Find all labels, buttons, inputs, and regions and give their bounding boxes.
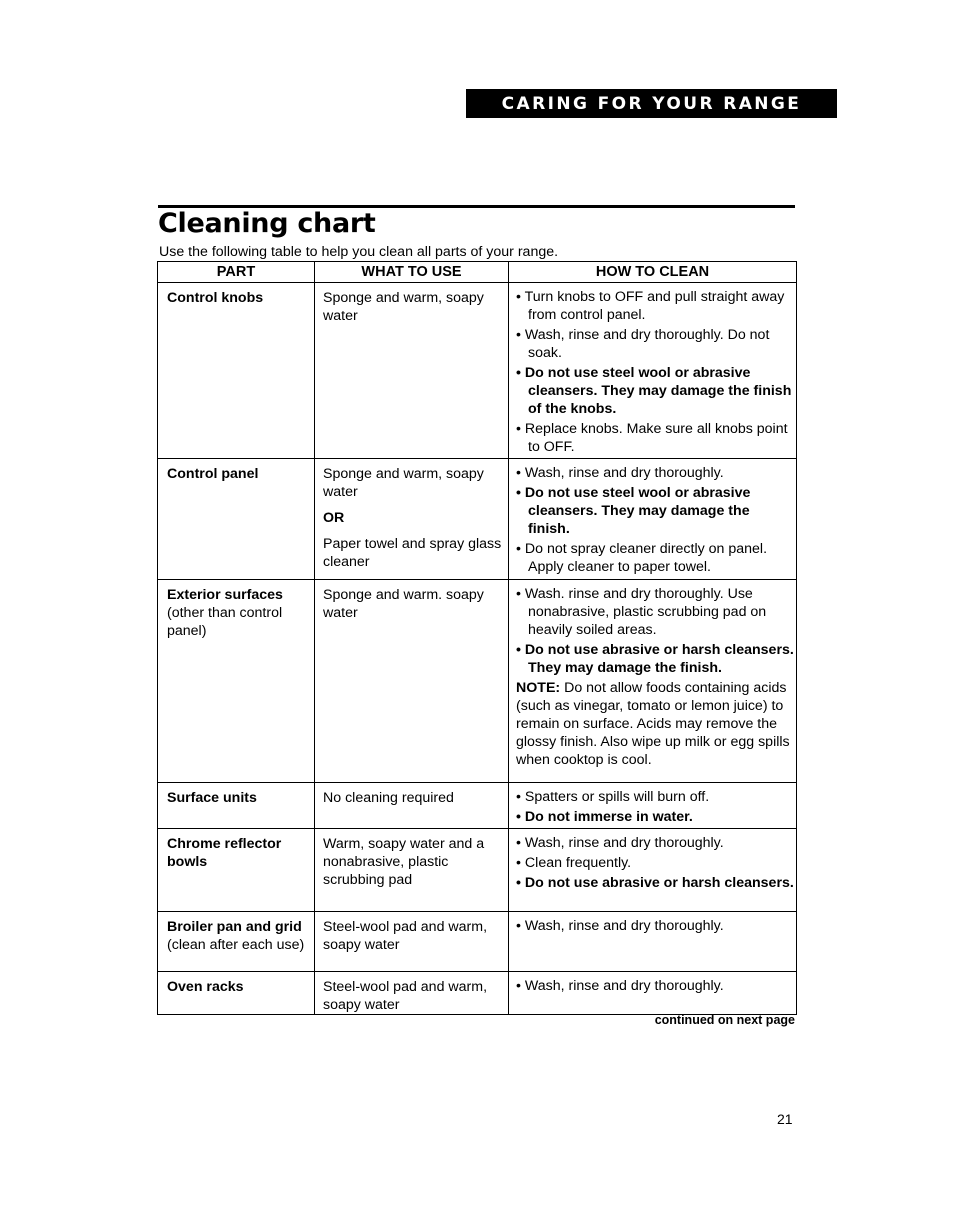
what-to-use-cell [315, 829, 509, 912]
table-row [158, 829, 797, 912]
instruction-item: • Turn knobs to OFF and pull straight away from control panel. [516, 288, 794, 324]
how-to-clean-cell [509, 580, 797, 783]
table-row [158, 459, 797, 580]
part-cell [158, 283, 315, 459]
cleaning-material: Sponge and warm, soapy water [323, 290, 484, 324]
warning-item: • Do not use steel wool or abrasive cleansers. They may damage the finish. [516, 484, 794, 538]
cleaning-material-alt: Paper towel and spray glass cleaner [323, 536, 502, 570]
table-row [158, 912, 797, 972]
what-to-use-cell [315, 972, 509, 1015]
part-cell [158, 580, 315, 783]
how-to-clean-cell [509, 783, 797, 829]
part-name: Control knobs [167, 290, 264, 306]
section-banner: CARING FOR YOUR RANGE [466, 89, 837, 118]
table-row [158, 580, 797, 783]
how-to-clean-cell [509, 829, 797, 912]
warning-item: • Do not use abrasive or harsh cleansers. They may damage the finish. [516, 641, 794, 677]
table-row [158, 783, 797, 829]
or-separator: OR [323, 510, 345, 526]
note-paragraph [516, 679, 794, 769]
cleaning-material: Steel-wool pad and warm, soapy water [323, 979, 488, 1013]
part-cell [158, 459, 315, 580]
part-cell [158, 783, 315, 829]
part-name: Broiler pan and grid [167, 919, 302, 935]
what-to-use-cell [315, 580, 509, 783]
instruction-item: • Clean frequently. [516, 854, 794, 872]
page-title: Cleaning chart [158, 208, 376, 239]
part-name: Exterior surfaces [167, 587, 283, 603]
continued-note: continued on next page [654, 1013, 795, 1027]
page-number: 21 [777, 1111, 793, 1127]
how-to-clean-cell [509, 972, 797, 1015]
cleaning-material: No cleaning required [323, 790, 454, 806]
part-name: Chrome reflector bowls [167, 836, 282, 870]
header-how-to-clean: HOW TO CLEAN [509, 262, 797, 283]
what-to-use-cell [315, 912, 509, 972]
instruction-item: • Spatters or spills will burn off. [516, 788, 794, 806]
what-to-use-cell [315, 283, 509, 459]
note-label: NOTE: [516, 680, 561, 696]
part-name: Oven racks [167, 979, 244, 995]
intro-text: Use the following table to help you clean all parts of your range. [159, 244, 559, 260]
part-note: (other than control panel) [167, 605, 283, 639]
note-text: Do not allow foods containing acids (such as vinegar, tomato or lemon juice) to remain on surface. Acids may remove the glossy finish. Also wipe up milk or egg spills when cooktop is cool. [516, 680, 790, 768]
how-to-clean-cell [509, 283, 797, 459]
instruction-item: • Wash, rinse and dry thoroughly. [516, 464, 794, 482]
warning-item: • Do not use steel wool or abrasive cleansers. They may damage the finish of the knobs. [516, 364, 794, 418]
cleaning-material: Sponge and warm, soapy water [323, 466, 484, 500]
header-part: PART [158, 262, 315, 283]
how-to-clean-cell [509, 459, 797, 580]
part-note: (clean after each use) [167, 937, 305, 953]
cleaning-material: Steel-wool pad and warm, soapy water [323, 919, 488, 953]
cleaning-material: Sponge and warm. soapy water [323, 587, 484, 621]
cleaning-chart-table [157, 261, 797, 1015]
how-to-clean-cell [509, 912, 797, 972]
part-cell [158, 972, 315, 1015]
warning-item: • Do not immerse in water. [516, 808, 794, 826]
part-cell [158, 912, 315, 972]
instruction-item: • Wash. rinse and dry thoroughly. Use nonabrasive, plastic scrubbing pad on heavily soiled areas. [516, 585, 794, 639]
table-row [158, 283, 797, 459]
table-header-row [158, 262, 797, 283]
instruction-item: • Do not spray cleaner directly on panel. Apply cleaner to paper towel. [516, 540, 794, 576]
what-to-use-cell [315, 459, 509, 580]
instruction-item: • Wash, rinse and dry thoroughly. [516, 834, 794, 852]
part-cell [158, 829, 315, 912]
table-row [158, 972, 797, 1015]
instruction-item: • Wash, rinse and dry thoroughly. Do not soak. [516, 326, 794, 362]
what-to-use-cell [315, 783, 509, 829]
part-name: Control panel [167, 466, 259, 482]
instruction-item: • Wash, rinse and dry thoroughly. [516, 917, 794, 935]
header-what-to-use: WHAT TO USE [315, 262, 509, 283]
part-name: Surface units [167, 790, 257, 806]
instruction-item: • Wash, rinse and dry thoroughly. [516, 977, 794, 995]
warning-item: • Do not use abrasive or harsh cleansers. [516, 874, 794, 892]
instruction-item: • Replace knobs. Make sure all knobs point to OFF. [516, 420, 794, 456]
cleaning-material: Warm, soapy water and a nonabrasive, plastic scrubbing pad [323, 836, 485, 888]
